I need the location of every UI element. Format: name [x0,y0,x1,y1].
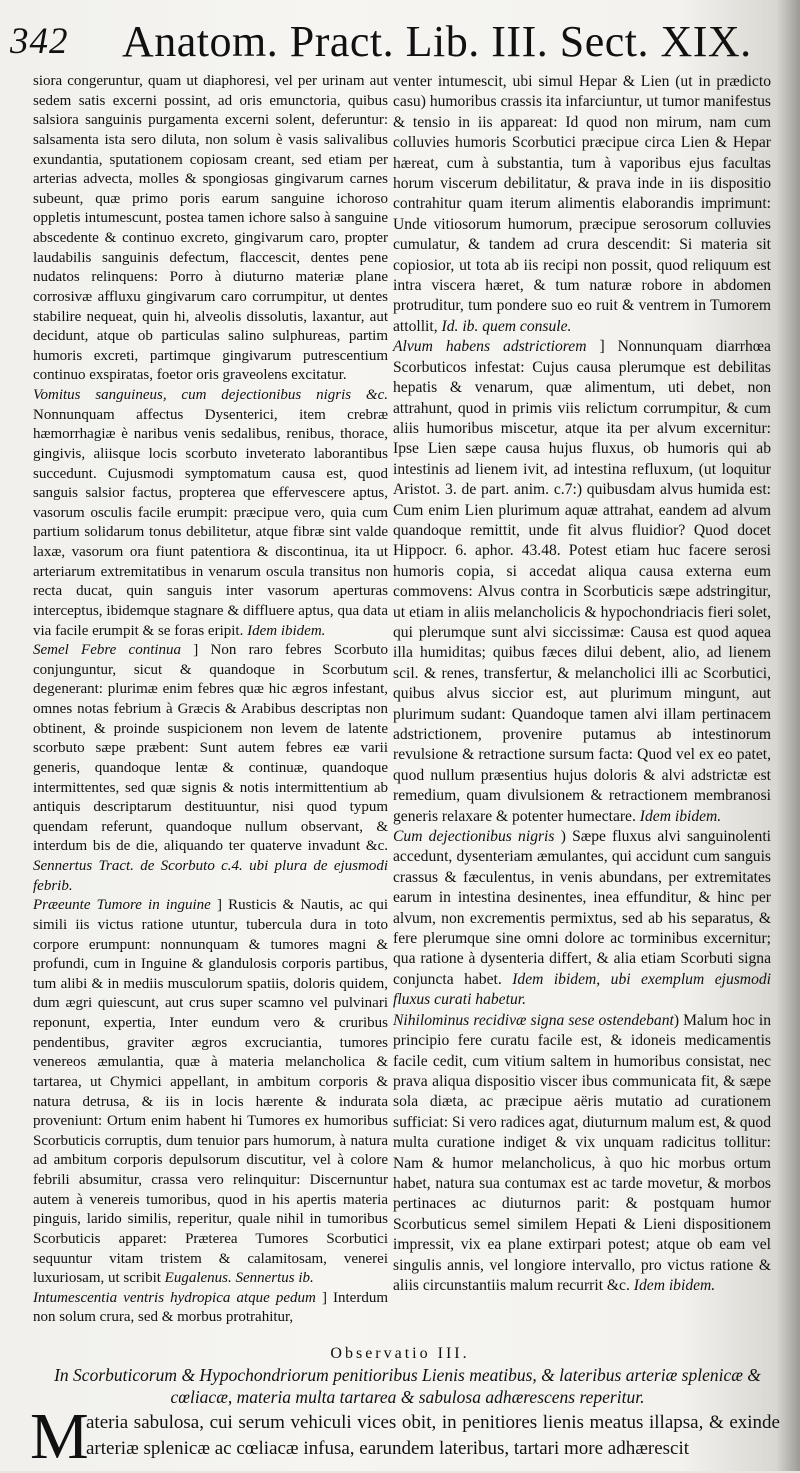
lemma-paragraph [393,827,771,1011]
paragraph-text: siora congeruntur, quam ut diaphoresi, vel per urinam aut sedem satis excerni possint, ad oris emunctoria, quibus salsiora sanguinis purgamenta excerni solent, deferuntur: salsamenta ista sero diluta, non solum è vasis salivalibus exundantia, sputationem copiosam creant, sed etiam per arterias advecta, molles & spongiosas gingivarum carnes subeunt, quæ primo poris earum sanguine ichoroso oppletis intumescunt, postea tamen ichore salso à sanguine abscedente & continuo excreto, gingivarum caro, propter laudabilis sanguinis defectum, flaccescit, dentes pene nudatos relinquens: Porro à diuturno materiæ plane corrosivæ affluxu gingivarum caro corrumpitur, ut dentes stabilire nequeat, quin hi, alveolis dissolutis, laxantur, aut decidunt, atque ob particulas salino sulphureas, partim humoris excreti, partimque gingivarum putrescentium continuo exspiratas, foetor oris graveolens excitatur. [33,73,388,384]
lemma: Præeunte Tumore in inguine [33,897,211,914]
lemma-bracket: ] [210,897,229,914]
lemma: Semel Febre continua [33,642,182,659]
lemma-paragraph [33,641,388,896]
lemma: Alvum habens adstrictiorem [393,338,587,356]
paragraph-text: Interdum non solum crura, sed & morbus protrahitur, [33,1289,388,1326]
lemma-paragraph [33,896,388,1289]
paragraph-text: Sæpe fluxus alvi sanguinolenti accedunt, dysenteriam æmulantes, qui accidunt cum sanguis crassus & fæculentus, in venis abundans, per extremitates earum in intestina desinentes, inea effunditur, & hinc per alvum, non excrementis permixtus, sed ab his separatus, & fere plerumque sine omni dolore ac torminibus excernitur; qua ratione à dysenteria differt, & alia etiam Scorbuti signa conjuncta habet. [393,828,771,988]
paragraph-text: Malum hoc in principio fere curatu facile est, & idoneis medicamentis facile cedit, cum vitium saltem in humoribus consistat, nec prava aliqua dispositio viscer ibus communicata fit, & sæpe sola diæta, ac præcipue aëris mutatio ad curationem sufficiat: Si vero radices agat, diuturnum malum est, & quod multa curatione indiget & vix unquam radicitus tollitur: Nam & humor melancholicus, à quo hic morbus ortum habet, natura sua contumax est ac tarde movetur, & morbos pertinaces ac diuturnos parit: & postquam humor Scorbuticus semel similem Hepati & Lieni dispositionem impressit, vix ea plane extirpari potest; atque ob eam vel singulis annis, vel longiore intervallo, pro victus ratione & aliis circunstantiis malum recurrit &c. [393,1011,771,1294]
paragraph-text: Rusticis & Nautis, ac qui simili iis victus ratione utuntur, tubercula dura in toto corpore erumpunt: nonnunquam & tumores magni & profundi, cum in Inguine & glandulosis corporis partibus, tum alibi & in mediis musculorum spatiis, doloris quidem, dum ægri quiescunt, aut crus super scamno vel pulvinari reponunt, expertia, Inter eundum vero & cruribus pendentibus, graviter ægros excruciantia, tumores venereos æmulantia, quæ à materia melancholica & tartarea, ut Chymici appellant, in ambitum corporis & natura detrusa, & iis in locis hærente & indurata proveniunt: Ortum enim habent hi Tumores ex humoribus Scorbuticis corruptis, dum tenuior pars humorum, à natura ad ambitum corporis depulsorum discutitur, vel à colore febrili absumitur, crassa vero relinquitur: Discernuntur autem à venereis tumoribus, quod in his apertis materia pinguis, larido similis, reperitur, quale nihil in tumoribus Scorbuticis apparet: Præterea Tumores Scorbutici sequuntur vitam tristem & calamitosam, venerei luxuriosam, ut scribit [33,897,389,1287]
lemma: Nihilominus recidivæ signa sese ostendebant [393,1011,674,1029]
lemma-paragraph [393,1011,771,1297]
citation: Sennertus Tract. de Scorbuto c.4. ubi plura de ejusmodi febrib. [33,858,388,894]
paragraph-text: Non raro febres Scorbuto conjunguntur, sicut & quandoque in Scorbutum degenerant: plurimæ enim febres quæ hic ægros infestant, omnes notas febrium à Græcis & Arabibus descriptas non obtinent, & proinde suspicionem non levem de latente scorbuto sæpe præbent: Sunt autem febres eæ varii generis, quandoque lentæ & continuæ, quandoque intermittentes, sed quæ signis & notis intermittentium ab antiquis descriptarum destituuntur, nisi quod typum quendam referunt, quandoque nullum observant, & interdum bis de die, aliquando ter quaterve invadunt &c. [33,642,388,855]
citation: Eugalenus. Sennertus ib. [164,1270,314,1287]
running-head: Anatom. Pract. Lib. III. Sect. XIX. [122,17,752,66]
lemma-paragraph [33,386,388,641]
drop-cap: M [30,1400,89,1473]
observation-text: ateria sabulosa, cui serum vehiculi vices obit, in penitiores lienis meatus illapsa, & exinde arteriæ splenicæ ac cœliacæ infusa, earundem lateribus, tartari more adhærescit [86,1412,780,1459]
citation: Idem ibidem, ubi exemplum ejusmodi fluxus curati habetur. [393,970,771,1009]
lemma-bracket: ] [181,642,211,659]
lemma-bracket: ] [315,1289,334,1306]
citation: Id. ib. quem consule. [441,317,572,335]
paragraph-text: venter intumescit, ubi simul Hepar & Lien (ut in prædicto casu) humoribus crassis ita infarciuntur, ut tumor manifestus & tensio in iis appareat: Id quod non mirum, nam cum colluvies humoris Scorbutici præcipue circa Lien & Hepar hæreat, cum à substantia, tum à vaporibus ejus facultas horum viscerum debilitatur, & prava inde in iis dispositio contrahitur quam iterum alimentis elaborandis imprimunt: Unde vitiosorum humorum, præcipue serosorum colluvies cumulatur, & tandem ad crura descendit: Si materia sit copiosior, ut tota ab iis recipi non possit, quod reliquum est intra viscera hæret, & tum naturæ robore in abdomen protruditur, tum pondere suo eo ruit & ventrem in Tumorem attollit, [393,73,771,335]
lemma-bracket: ] [586,338,618,356]
lemma: Intumescentia ventris hydropica atque pedum [33,1289,316,1306]
observation-subtitle: In Scorbuticorum & Hypochondriorum penitioribus Lienis meatibus, & lateribus arteriæ splenicæ & cœliacæ, materia multa tartarea & sabulosa adhærescens reperitur. [54,1365,761,1407]
citation: Idem ibidem. [247,622,326,639]
paragraph-text: Nonnunquam diarrhœa Scorbuticos infestat: Cujus causa plerumque est debilitas hepatis & venarum, quæ alimentum, uti debet, non attrahunt, quod in primis viis relictum corrumpitur, & cum aliis humoribus miscetur, atque ita per alvum excernitur: Ipse Lien sæpe causa hujus fluxus, ob humoris qui ab intestinis ad lienem ivit, ad intestina refluxum, (ut loquitur Aristot. 3. de part. anim. c.7:) quibusdam alvus humida est: Cum enim Lien plurimum aquæ attrahat, eandem ad alvum quandoque remittit, unde fit alvus fluidior? Quod docet Hippocr. 6. aphor. 43.48. Potest etiam huc facere serosi humoris copia, si accedat aliqua causa externa eum commovens: Alvus contra in Scorbuticis sæpe adstringitur, ut etiam in aliis melancholicis & hypochondriacis fieri solet, qui plerumque sunt alvi siccissimæ: Causa est quod aquea illa humiditas; quibus fæces dilui debent, alio, ad lienem scil. & renes, transfertur, & melancholici illi ac Scorbutici, quibus alvus siccior est, aut plurimum mingunt, aut plurimum sudant: Quandoque tamen alvi illam pertinacem adstrictionem, provenire putamus ab intestinorum revulsione & retractione sursum facta: Quod vel ex eo patet, quod nullum præsentius hujus doloris & alvi adstrictæ est remedium, quam divulsionem & retractionem membranosi generis relaxare & potenter humectare. [393,338,771,825]
lemma: Cum dejectionibus nigris [393,828,555,846]
page-header [10,18,780,66]
citation: Idem ibidem. [633,1276,716,1294]
paragraph-text: Nonnunquam affectus Dysenterici, item crebræ hæmorrhagiæ è naribus venis sedalibus, renibus, thorace, gingivis, aliisque locis scorbuto inveterato laborantibus succedunt. Cujusmodi symptomatum causa est, quod sanguis salsior factus, propterea que effervescere aptus, vasorum osculis facile erumpit: præcipue vero, quia cum partium solidarum tonus debilitetur, atque fibræ sint valde laxæ, vasorum ora fiunt patentiora & discontinua, ita ut arteriarum extremitatibus in venarum oscula transitus non recta ducat, quin sanguis inter vasorum aperturas interceptus, ibidemque stagnare & diffluere aptus, qua data via facile erumpit & se foras eripit. [33,406,388,639]
right-column [393,72,771,1296]
citation: Idem ibidem. [639,807,722,825]
lemma-paragraph [33,1289,388,1328]
lemma-paragraph [393,337,771,827]
observation-body [30,1400,780,1473]
left-column [33,72,388,1328]
lemma: Vomitus sanguineus, cum dejectionibus nigris &c. [33,387,388,403]
lemma-bracket: ) [673,1011,684,1029]
lemma-bracket: ) [554,828,573,846]
observation-title: Observatio III. [330,1345,470,1362]
text-paragraph [393,72,771,337]
text-paragraph [33,72,388,386]
page-number: 342 [10,21,69,62]
